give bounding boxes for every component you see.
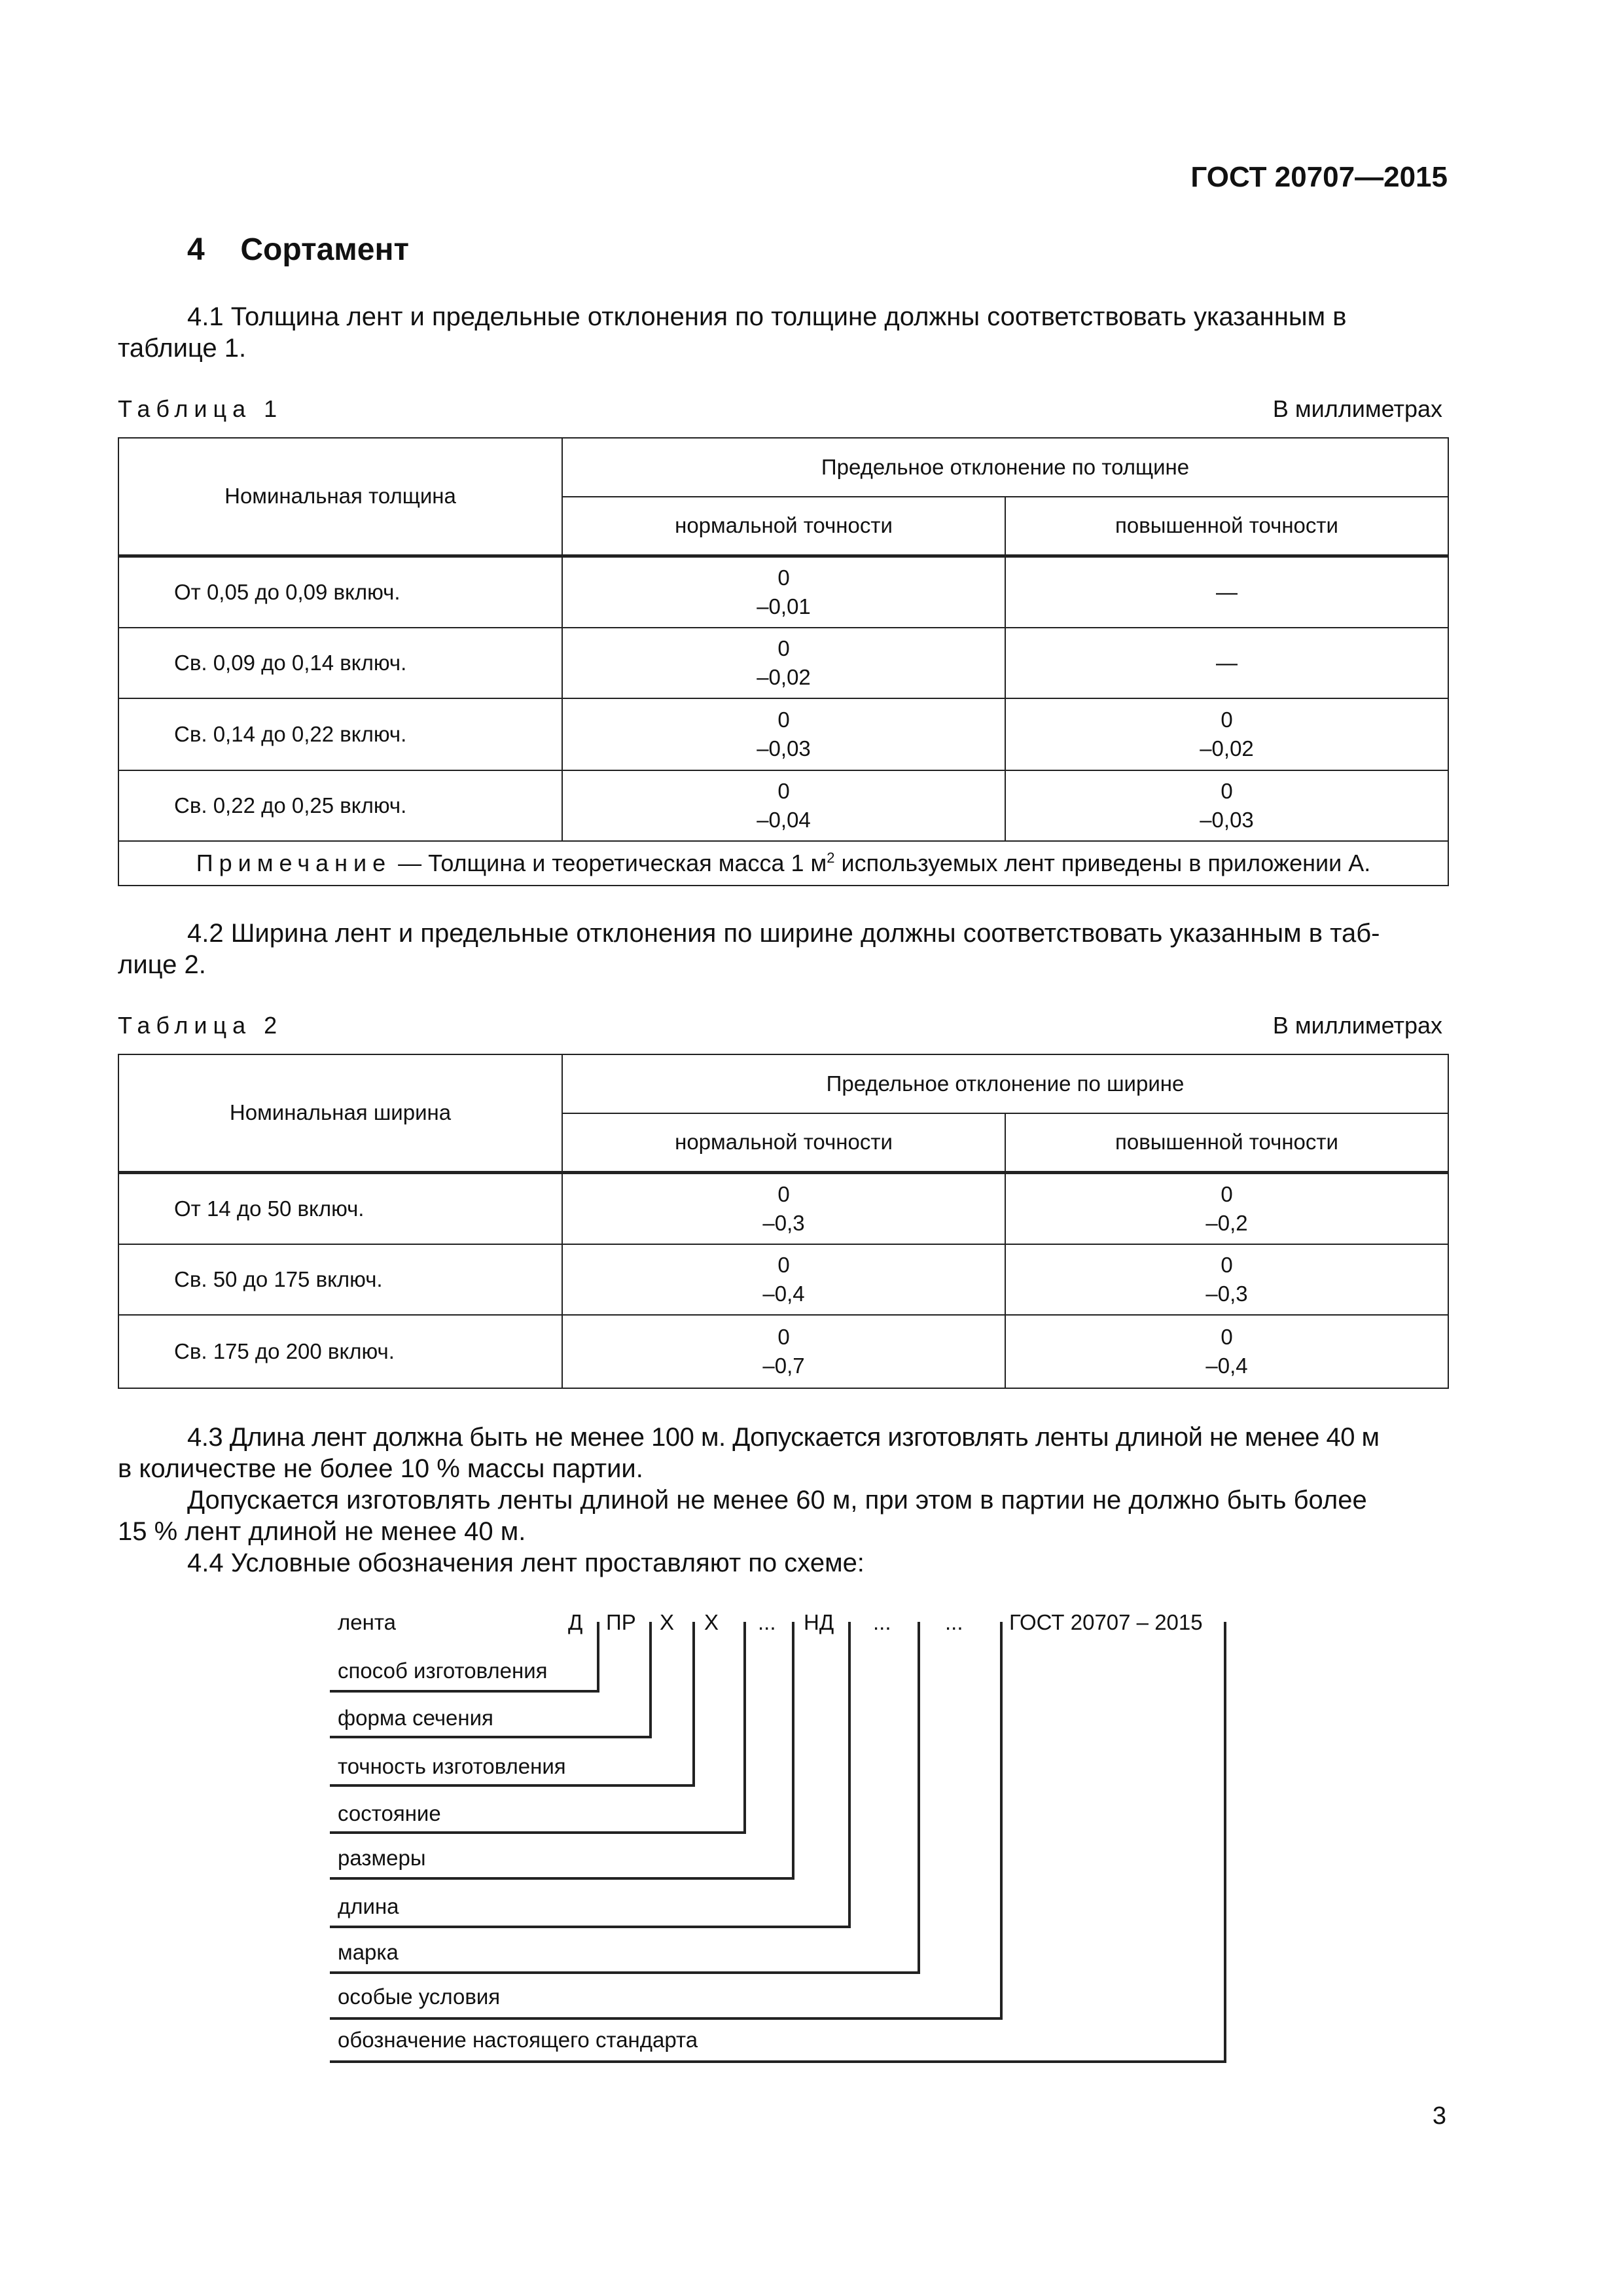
section-title: Сортамент: [240, 232, 409, 267]
table2-cell-nominal: Св. 175 до 200 включ.: [118, 1315, 562, 1388]
paragraph-4-2-line1: 4.2 Ширина лент и предельные отклонения по ширине должны соответствовать указанным в таб-: [187, 919, 1380, 948]
table2-cell-high: 0 –0,3: [1005, 1244, 1448, 1315]
table1-cell-normal: 0 –0,03: [562, 698, 1005, 770]
paragraph-4-4: 4.4 Условные обозначения лент проставляют по схеме:: [187, 1549, 865, 1577]
table2-header-normal: нормальной точности: [562, 1113, 1005, 1172]
table1-cell-high: —: [1005, 556, 1448, 628]
table1-header-group: Предельное отклонение по толщине: [562, 438, 1448, 497]
table1-cell-nominal: Св. 0,09 до 0,14 включ.: [118, 628, 562, 698]
paragraph-4-1-line1: 4.1 Толщина лент и предельные отклонения по толщине должны соответствовать указанным в: [187, 302, 1347, 331]
table1-header-normal: нормальной точности: [562, 497, 1005, 556]
scheme-label: обозначение настоящего стандарта: [338, 2028, 698, 2052]
scheme-code: ...: [758, 1610, 776, 1634]
table2-cell-nominal: От 14 до 50 включ.: [118, 1172, 562, 1244]
table1-cell-normal: 0 –0,02: [562, 628, 1005, 698]
paragraph-4-3-line4: 15 % лент длиной не менее 40 м.: [118, 1517, 526, 1546]
table2-cell-high: 0 –0,2: [1005, 1172, 1448, 1244]
table1-cell-normal: 0 –0,04: [562, 770, 1005, 841]
scheme-label: марка: [338, 1940, 399, 1964]
page-number: 3: [1432, 2102, 1446, 2130]
scheme-code: НД: [804, 1610, 834, 1634]
table1-header-high: повышенной точности: [1005, 497, 1448, 556]
scheme-label: форма сечения: [338, 1706, 493, 1730]
scheme-label: точность изготовления: [338, 1754, 566, 1778]
scheme-word: лента: [338, 1610, 396, 1634]
scheme-code: ...: [945, 1610, 963, 1634]
table2-units: В миллиметрах: [1272, 1012, 1442, 1039]
table2-cell-nominal: Св. 50 до 175 включ.: [118, 1244, 562, 1315]
table1-note-text-b: используемых лент приведены в приложении А.: [834, 850, 1371, 876]
scheme-label: способ изготовления: [338, 1659, 548, 1683]
table2-header-high: повышенной точности: [1005, 1113, 1448, 1172]
table1-cell-nominal: Св. 0,14 до 0,22 включ.: [118, 698, 562, 770]
table2-header-group: Предельное отклонение по ширине: [562, 1054, 1448, 1113]
section-number: 4: [187, 232, 205, 267]
scheme-code: ГОСТ 20707 – 2015: [1009, 1610, 1203, 1634]
table1-cell-high: 0 –0,03: [1005, 770, 1448, 841]
table2-caption: Таблица 2: [118, 1012, 283, 1039]
scheme-label: размеры: [338, 1846, 426, 1870]
table1-units: В миллиметрах: [1272, 395, 1442, 422]
paragraph-4-3-line1: 4.3 Длина лент должна быть не менее 100 м. Допускается изготовлять ленты длиной не менее 40 м: [187, 1423, 1380, 1452]
document-code: ГОСТ 20707—2015: [1190, 161, 1448, 193]
table1-caption: Таблица 1: [118, 395, 283, 422]
table1-header-nominal: Номинальная толщина: [118, 438, 562, 556]
table2-cell-normal: 0 –0,4: [562, 1244, 1005, 1315]
scheme-label: особые условия: [338, 1984, 501, 2009]
scheme-code: Х: [660, 1610, 675, 1634]
table1-note-sup: 2: [827, 850, 835, 866]
scheme-code: Х: [704, 1610, 719, 1634]
paragraph-4-3-line2: в количестве не более 10 % массы партии.: [118, 1454, 643, 1483]
table1-cell-high: —: [1005, 628, 1448, 698]
table1-cell-high: 0 –0,02: [1005, 698, 1448, 770]
table1-note-text-a: — Толщина и теоретическая масса 1 м: [391, 850, 827, 876]
scheme-label: длина: [338, 1894, 399, 1918]
table1-cell-nominal: Св. 0,22 до 0,25 включ.: [118, 770, 562, 841]
paragraph-4-3-line3: Допускается изготовлять ленты длиной не менее 60 м, при этом в партии не должно быть более: [187, 1486, 1367, 1515]
table1-note-label: Примечание: [196, 850, 392, 876]
scheme-label: состояние: [338, 1801, 441, 1825]
paragraph-4-2-line2: лице 2.: [118, 950, 206, 979]
paragraph-4-1-line2: таблице 1.: [118, 334, 247, 363]
table2-header-nominal: Номинальная ширина: [118, 1054, 562, 1172]
scheme-code: Д: [568, 1610, 583, 1634]
table1-cell-normal: 0 –0,01: [562, 556, 1005, 628]
scheme-code: ПР: [606, 1610, 636, 1634]
table2-cell-normal: 0 –0,7: [562, 1315, 1005, 1388]
table2-cell-normal: 0 –0,3: [562, 1172, 1005, 1244]
table2-cell-high: 0 –0,4: [1005, 1315, 1448, 1388]
table1-cell-nominal: От 0,05 до 0,09 включ.: [118, 556, 562, 628]
scheme-code: ...: [873, 1610, 891, 1634]
